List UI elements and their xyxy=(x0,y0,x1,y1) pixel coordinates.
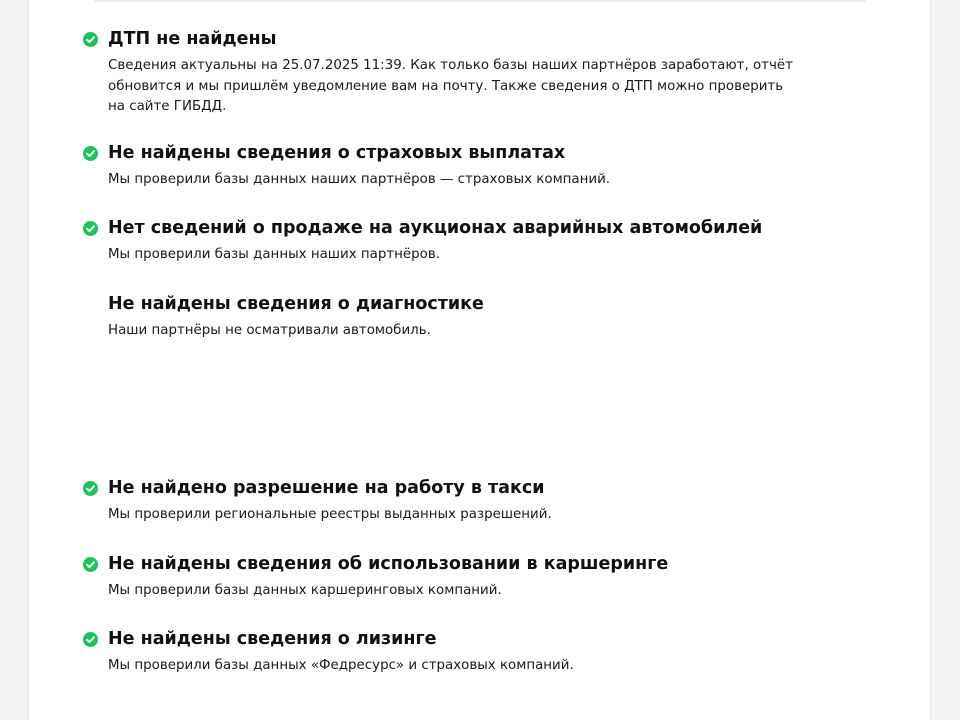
item-description: Мы проверили базы данных каршеринговых компаний. xyxy=(108,583,502,598)
item-title: Не найдены сведения о страховых выплатах xyxy=(108,143,566,163)
item-title: Не найдено разрешение на работу в такси xyxy=(108,478,545,498)
check-circle-icon xyxy=(83,481,98,496)
item-title: Не найдены сведения об использовании в каршеринге xyxy=(108,554,669,574)
check-circle-icon xyxy=(83,557,98,572)
check-circle-icon xyxy=(83,632,98,647)
item-description: Сведения актуальны на 25.07.2025 11:39. Как только базы наших партнёров заработают, отчёт обновится и мы пришлём уведомление вам на почту. Также сведения о ДТП можно проверить на сайте ГИБДД. xyxy=(108,58,793,114)
item-title: Не найдены сведения о лизинге xyxy=(108,629,437,649)
check-circle-icon xyxy=(83,32,98,47)
item-title: Нет сведений о продаже на аукционах аварийных автомобилей xyxy=(108,218,763,238)
item-description: Мы проверили базы данных «Федресурс» и страховых компаний. xyxy=(108,658,574,673)
item-description: Наши партнёры не осматривали автомобиль. xyxy=(108,323,431,338)
item-description: Мы проверили базы данных наших партнёров. xyxy=(108,247,441,262)
item-title: ДТП не найдены xyxy=(108,29,277,49)
item-description: Мы проверили региональные реестры выданных разрешений. xyxy=(108,507,552,522)
item-title: Не найдены сведения о диагностике xyxy=(108,294,484,314)
check-circle-icon xyxy=(83,221,98,236)
top-divider xyxy=(94,0,866,2)
report-panel xyxy=(28,0,931,720)
check-circle-icon xyxy=(83,146,98,161)
item-description: Мы проверили базы данных наших партнёров — страховых компаний. xyxy=(108,172,611,187)
